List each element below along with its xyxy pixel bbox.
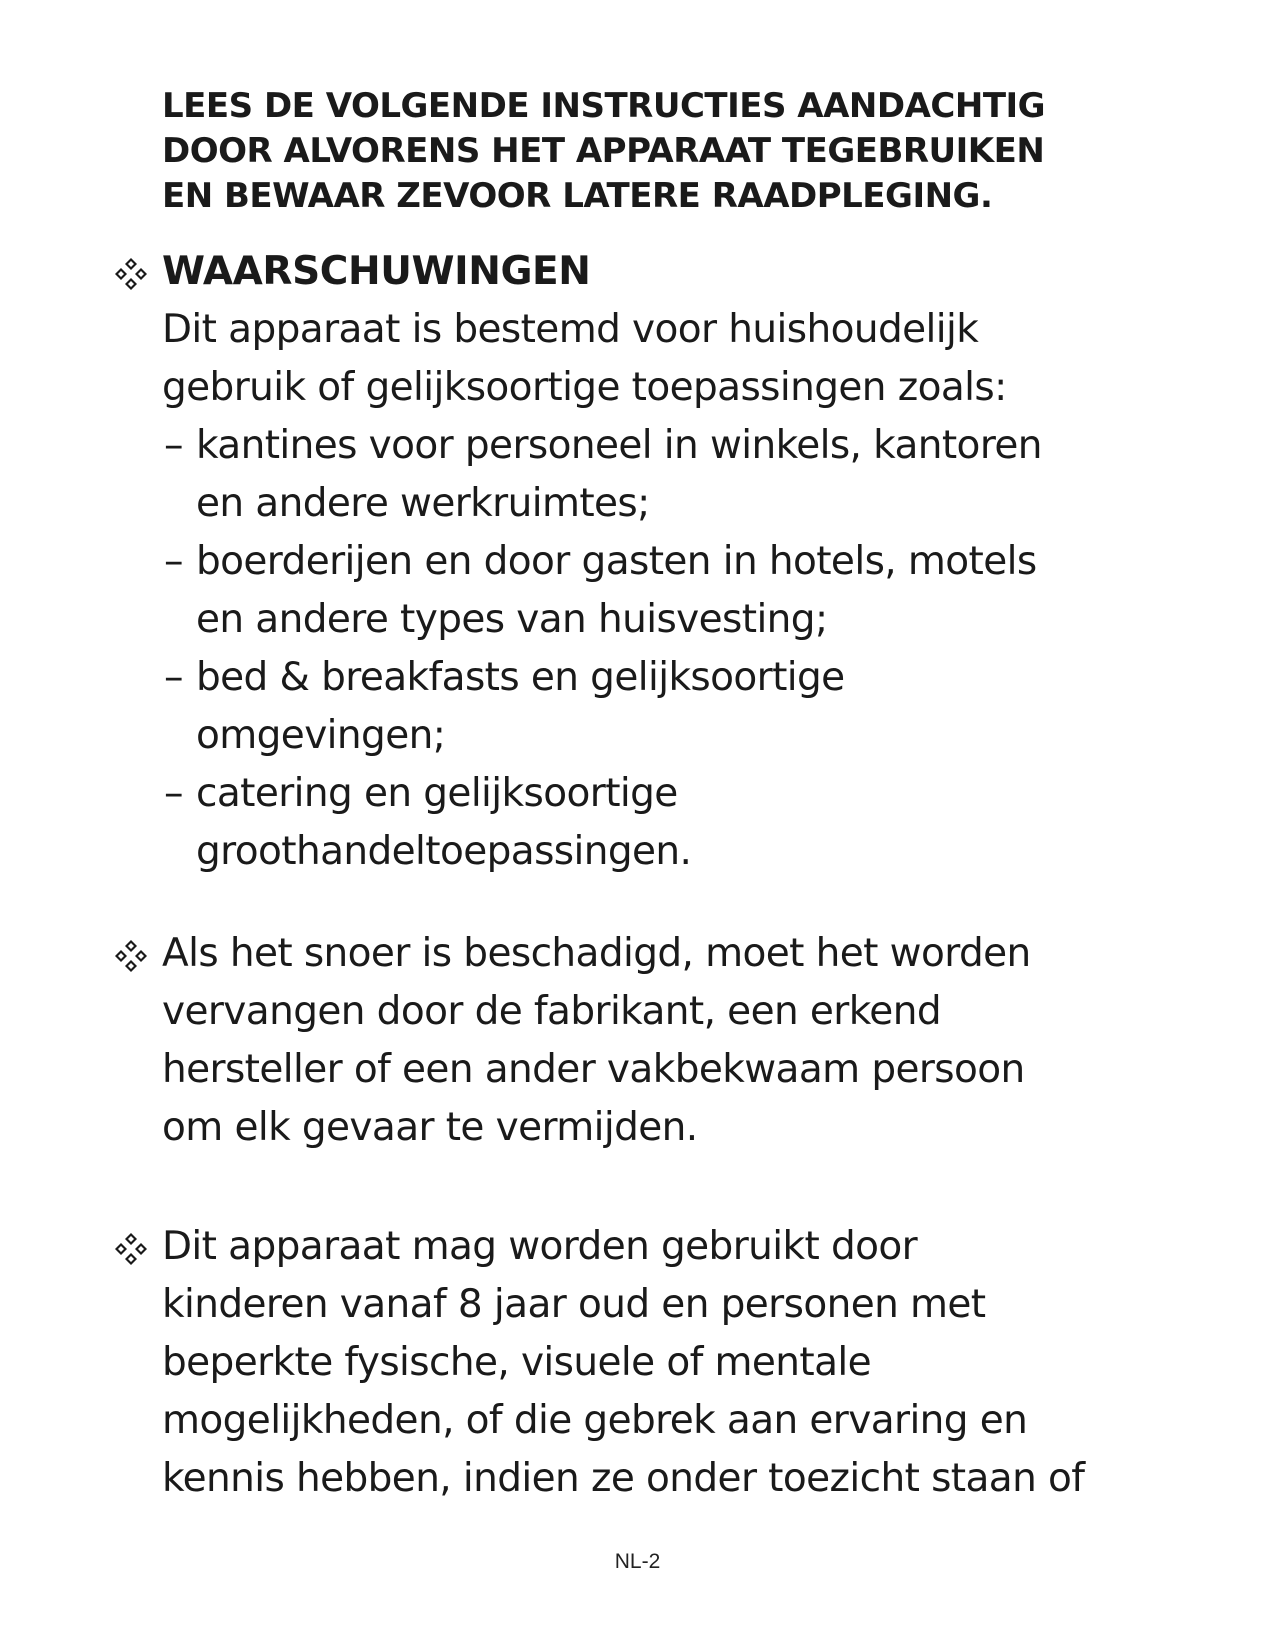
list-item-line: groothandeltoepassingen.: [196, 829, 692, 874]
four-diamond-bullet-icon: [114, 257, 148, 291]
list-item-line: kantines voor personeel in winkels, kantoren: [196, 423, 1042, 468]
children-usage-section: [114, 1218, 1174, 1508]
intro-line: LEES DE VOLGENDE INSTRUCTIES AANDACHTIG: [162, 86, 1046, 126]
dash-marker: –: [164, 771, 183, 816]
list-item: [162, 649, 1174, 765]
list-item-line: omgevingen;: [196, 713, 446, 758]
list-item: [162, 417, 1174, 533]
four-diamond-bullet-icon: [114, 939, 148, 973]
children-text-line: Dit apparaat mag worden gebruikt door: [162, 1224, 918, 1269]
intro-notice: [162, 84, 1162, 219]
children-text-line: kinderen vanaf 8 jaar oud en personen met: [162, 1282, 986, 1327]
cord-text-line: vervangen door de fabrikant, een erkend: [162, 989, 941, 1034]
list-item-line: en andere werkruimtes;: [196, 481, 650, 526]
cord-text-line: Als het snoer is beschadigd, moet het worden: [162, 931, 1031, 976]
dash-marker: –: [164, 423, 183, 468]
list-item-line: boerderijen en door gasten in hotels, motels: [196, 539, 1037, 584]
children-text-line: kennis hebben, indien ze onder toezicht staan of: [162, 1456, 1085, 1501]
warnings-section: [114, 243, 1174, 881]
warnings-heading: WAARSCHUWINGEN: [162, 249, 591, 294]
four-diamond-bullet-icon: [114, 1232, 148, 1266]
list-item: [162, 765, 1174, 881]
children-text-line: beperkte fysische, visuele of mentale: [162, 1340, 872, 1385]
cord-text-line: om elk gevaar te vermijden.: [162, 1105, 698, 1150]
children-text-line: mogelijkheden, of die gebrek aan ervaring en: [162, 1398, 1028, 1443]
list-item: [162, 533, 1174, 649]
list-item-line: catering en gelijksoortige: [196, 771, 678, 816]
warnings-text-line: gebruik of gelijksoortige toepassingen zoals:: [162, 365, 1007, 410]
dash-marker: –: [164, 539, 183, 584]
dash-marker: –: [164, 655, 183, 700]
page-number: NL-2: [614, 1550, 661, 1573]
cord-text-line: hersteller of een ander vakbekwaam persoon: [162, 1047, 1025, 1092]
intro-line: DOOR ALVORENS HET APPARAAT TEGEBRUIKEN: [162, 131, 1045, 171]
cord-warning-section: [114, 925, 1174, 1157]
warnings-text-line: Dit apparaat is bestemd voor huishoudelijk: [162, 307, 979, 352]
intro-line: EN BEWAAR ZEVOOR LATERE RAADPLEGING.: [162, 176, 993, 216]
list-item-line: bed & breakfasts en gelijksoortige: [196, 655, 845, 700]
list-item-line: en andere types van huisvesting;: [196, 597, 828, 642]
